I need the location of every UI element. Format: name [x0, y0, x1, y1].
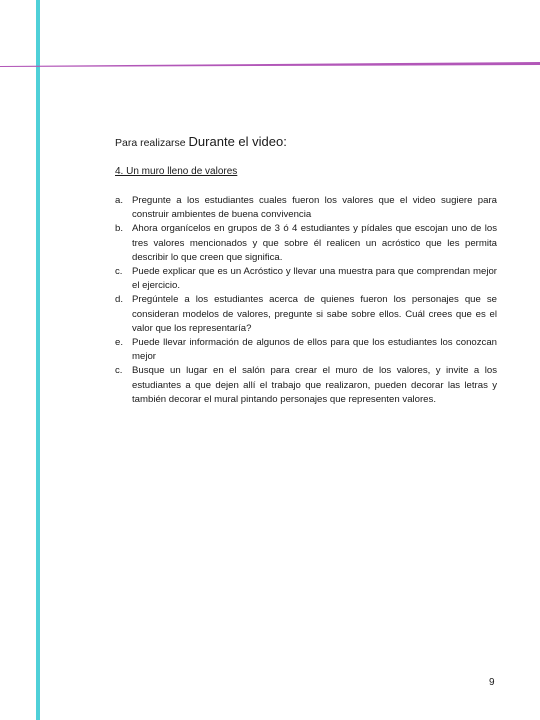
- list-marker: c.: [115, 365, 123, 377]
- section-title: 4. Un muro lleno de valores: [115, 166, 238, 177]
- list-marker: a.: [115, 195, 124, 206]
- list-marker: e.: [115, 337, 124, 349]
- list-item: [115, 364, 497, 407]
- list-item-text: Busque un lugar en el salón para crear el muro de los valores, y invite a los estudiantes a que dejen allí el trabajo que realizaron, pueden decorar las letras y también decorar el mural pintando personajes que representen valores.: [132, 365, 497, 405]
- list-item-text: Puede llevar información de algunos de ellos para que los estudiantes los conozcan mejor: [132, 337, 497, 363]
- list-item: [115, 336, 497, 364]
- list-item: [115, 222, 497, 265]
- heading-prefix: Para realizarse: [115, 137, 186, 149]
- list-marker: c.: [115, 266, 123, 278]
- list-item: [115, 265, 497, 293]
- horizontal-accent-rule: [0, 62, 540, 67]
- vertical-accent-rule: [36, 0, 40, 720]
- instruction-heading: [115, 134, 287, 149]
- list-item-text: Ahora organícelos en grupos de 3 ó 4 estudiantes y pídales que escojan uno de los tres valores mencionados y que sobre él realicen un acróstico que les permita describir lo que creen que significa.: [132, 223, 497, 263]
- page-number: 9: [489, 677, 495, 688]
- list-item-text: Puede explicar que es un Acróstico y llevar una muestra para que comprendan mejor el ejercicio.: [132, 266, 497, 292]
- list-item: [115, 194, 497, 222]
- list-marker: b.: [115, 223, 124, 235]
- heading-emphasis: Durante el video:: [188, 134, 287, 149]
- list-item-text: Pregúntele a los estudiantes acerca de quienes fueron los personajes que se consideran modelos de valores, pregunte si sabe sobre ellos. Cuál crees que es el valor que los representaría?: [132, 294, 497, 334]
- list-marker: d.: [115, 294, 124, 306]
- list-item-text: Pregunte a los estudiantes cuales fueron los valores que el video sugiere para construir ambientes de buena convivencia: [132, 195, 497, 221]
- activity-list: [115, 194, 497, 407]
- list-item: [115, 293, 497, 336]
